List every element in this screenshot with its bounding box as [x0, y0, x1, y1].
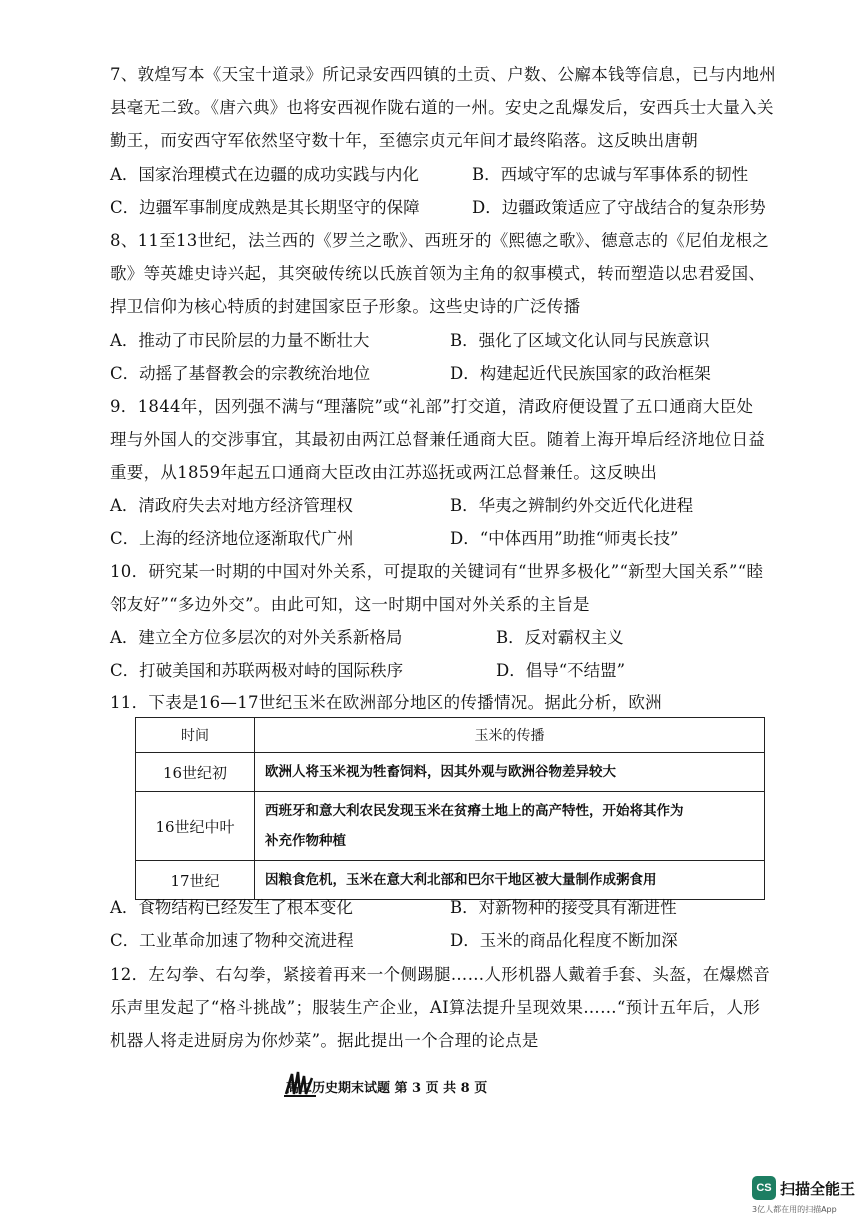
table-row — [136, 753, 765, 792]
q9-option-a: A．清政府失去对地方经济管理权 — [110, 496, 353, 515]
q10-option-a: A．建立全方位多层次的对外关系新格局 — [110, 628, 403, 647]
scanner-tagline: 3亿人都在用的扫描App — [752, 1205, 837, 1214]
table-header-spread: 玉米的传播 — [255, 718, 765, 753]
q8-option-c: C．动摇了基督教会的宗教统治地位 — [110, 364, 371, 383]
q9-option-c: C．上海的经济地位逐渐取代广州 — [110, 529, 354, 548]
q11-option-a: A．食物结构已经发生了根本变化 — [110, 898, 353, 917]
q11-option-b: B．对新物种的接受具有渐进性 — [450, 898, 677, 917]
table-header-time: 时间 — [136, 718, 255, 753]
q8-line-3: 捍卫信仰为核心特质的封建国家臣子形象。这些史诗的广泛传播 — [110, 297, 581, 316]
page-footer: 高二历史期末试题 第 3 页 共 8 页 — [286, 1081, 488, 1096]
q7-option-a: A．国家治理模式在边疆的成功实践与内化 — [110, 165, 419, 184]
table-row — [136, 861, 765, 900]
table-cell-desc — [255, 792, 765, 861]
q9-option-b: B．华夷之辨制约外交近代化进程 — [450, 496, 694, 515]
q9-line-1: 9．1844年，因列强不满与“理藩院”或“礼部”打交道，清政府便设置了五口通商大臣处 — [110, 397, 754, 416]
q9-line-2: 理与外国人的交涉事宜，其最初由两江总督兼任通商大臣。随着上海开埠后经济地位日益 — [110, 430, 766, 449]
q12-line-3: 机器人将走进厨房为你炒菜”。据此提出一个合理的论点是 — [110, 1031, 539, 1050]
q8-line-1: 8、11至13世纪，法兰西的《罗兰之歌》、西班牙的《熙德之歌》、德意志的《尼伯龙根之 — [110, 231, 770, 250]
table-cell-desc — [255, 753, 765, 792]
q7-line-2: 县毫无二致。《唐六典》也将安西视作陇右道的一州。安史之乱爆发后，安西兵士大量入关 — [110, 98, 774, 117]
table-cell-time: 16世纪初 — [136, 753, 255, 792]
q8-option-a: A．推动了市民阶层的力量不断壮大 — [110, 331, 370, 350]
scanner-app-name: 扫描全能王 — [780, 1180, 856, 1198]
q10-line-2: 邻友好”“多边外交”。由此可知，这一时期中国对外关系的主旨是 — [110, 595, 590, 614]
q10-option-c: C．打破美国和苏联两极对峙的国际秩序 — [110, 661, 404, 680]
q10-option-b: B．反对霸权主义 — [496, 628, 624, 647]
q12-line-1: 12．左勾拳、右勾拳，紧接着再来一个侧踢腿……人形机器人戴着手套、头盔，在爆燃音 — [110, 965, 770, 984]
q11-option-c: C．工业革命加速了物种交流进程 — [110, 931, 354, 950]
q8-line-2: 歌》等英雄史诗兴起，其突破传统以氏族首领为主角的叙事模式，转而塑造以忠君爱国、 — [110, 264, 766, 283]
table-cell-time: 17世纪 — [136, 861, 255, 900]
q9-option-d: D．“中体西用”助推“师夷长技” — [450, 529, 679, 548]
q10-line-1: 10．研究某一时期的中国对外关系，可提取的关键词有“世界多极化”“新型大国关系”“睦 — [110, 562, 764, 581]
q8-option-d: D．构建起近代民族国家的政治框架 — [450, 364, 711, 383]
q7-option-d: D．边疆政策适应了守战结合的复杂形势 — [472, 198, 766, 217]
q12-line-2: 乐声里发起了“格斗挑战”；服装生产企业，AI算法提升呈现效果……“预计五年后，人形 — [110, 998, 761, 1017]
q10-option-d: D．倡导“不结盟” — [496, 661, 626, 680]
q7-option-c: C．边疆军事制度成熟是其长期坚守的保障 — [110, 198, 420, 217]
q9-line-3: 重要，从1859年起五口通商大臣改由江苏巡抚或两江总督兼任。这反映出 — [110, 463, 658, 482]
q7-line-1: 7、敦煌写本《天宝十道录》所记录安西四镇的土贡、户数、公廨本钱等信息，已与内地州 — [110, 65, 776, 84]
q11-stem: 11．下表是16—17世纪玉米在欧洲部分地区的传播情况。据此分析，欧洲 — [110, 693, 662, 712]
q7-line-3: 勤王，而安西守军依然坚守数十年，至德宗贞元年间才最终陷落。这反映出唐朝 — [110, 131, 698, 150]
table-cell-desc-line: 西班牙和意大利农民发现玉米在贫瘠土地上的高产特性，开始将其作为 — [265, 803, 684, 819]
table-header-row — [136, 718, 765, 753]
table-cell-time: 16世纪中叶 — [136, 792, 255, 861]
q7-option-b: B．西域守军的忠诚与军事体系的韧性 — [472, 165, 749, 184]
table-row — [136, 792, 765, 861]
table-cell-desc-line: 补充作物种植 — [265, 833, 346, 849]
q11-option-d: D．玉米的商品化程度不断加深 — [450, 931, 678, 950]
table-cell-desc — [255, 861, 765, 900]
table-cell-desc-line: 因粮食危机，玉米在意大利北部和巴尔干地区被大量制作成粥食用 — [265, 872, 657, 888]
q11-table — [135, 717, 765, 900]
table-cell-desc-line: 欧洲人将玉米视为牲畜饲料，因其外观与欧洲谷物差异较大 — [265, 764, 616, 780]
q8-option-b: B．强化了区域文化认同与民族意识 — [450, 331, 710, 350]
scanner-logo-icon: CS — [752, 1176, 776, 1200]
